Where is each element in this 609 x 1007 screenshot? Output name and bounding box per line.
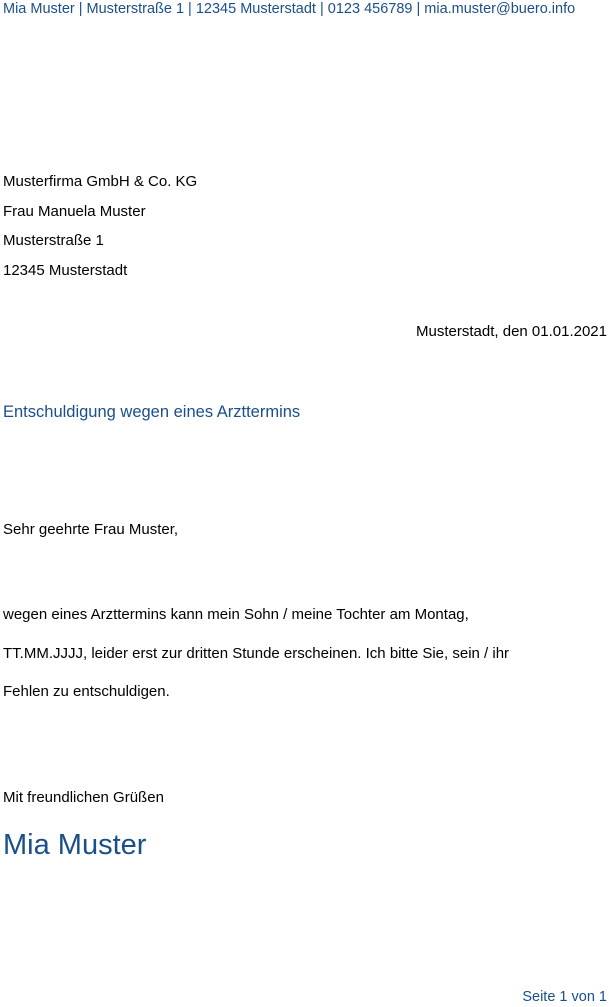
body-line: wegen eines Arzttermins kann mein Sohn / meine Tochter am Montag,	[3, 606, 469, 623]
letter-subject: Entschuldigung wegen eines Arzttermins	[3, 403, 301, 421]
recipient-city: 12345 Musterstadt	[3, 261, 128, 279]
signature-name: Mia Muster	[3, 829, 147, 861]
date-line: Musterstadt, den 01.01.2021	[416, 323, 607, 340]
closing-phrase: Mit freundlichen Grüßen	[3, 789, 164, 806]
sender-contact-line: Mia Muster | Musterstraße 1 | 12345 Musterstadt | 0123 456789 | mia.muster@buero.info	[3, 1, 576, 17]
recipient-company: Musterfirma GmbH & Co. KG	[3, 173, 198, 190]
salutation: Sehr geehrte Frau Muster,	[3, 521, 179, 538]
body-line: TT.MM.JJJJ, leider erst zur dritten Stunde erscheinen. Ich bitte Sie, sein / ihr	[3, 644, 510, 662]
body-line: Fehlen zu entschuldigen.	[3, 683, 170, 700]
recipient-street: Musterstraße 1	[3, 232, 104, 249]
letter-body	[3, 596, 607, 712]
recipient-address	[3, 167, 197, 285]
page-number: Seite 1 von 1	[522, 989, 607, 1005]
recipient-name: Frau Manuela Muster	[3, 202, 146, 220]
